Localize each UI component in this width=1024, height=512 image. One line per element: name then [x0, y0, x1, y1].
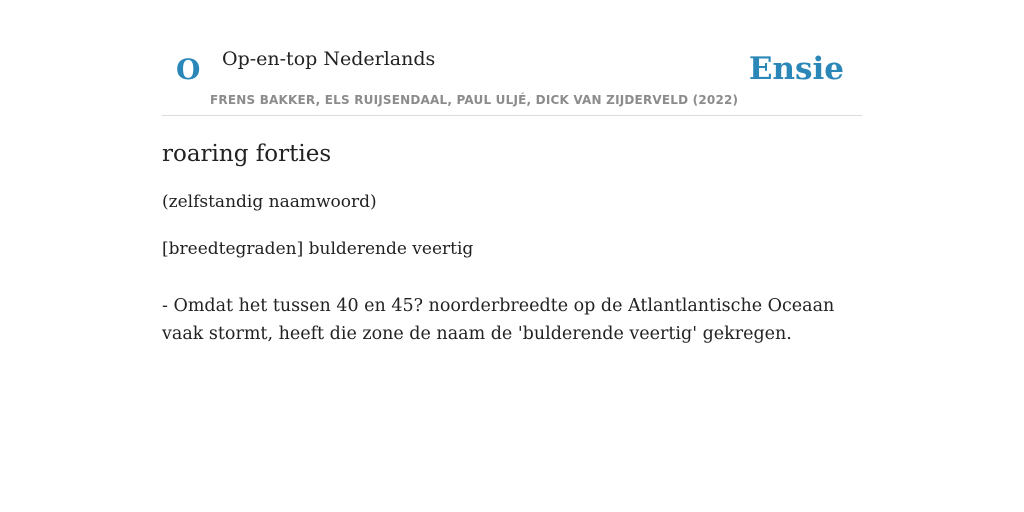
- source-authors: FRENS BAKKER, ELS RUIJSENDAAL, PAUL ULJÉ, DICK VAN ZIJDERVELD (2022): [210, 93, 739, 107]
- source-logo[interactable]: O: [176, 53, 201, 86]
- source-header: [162, 44, 862, 116]
- definition-text: [breedtegraden] bulderende veertig: [162, 239, 474, 259]
- page: [162, 0, 862, 348]
- ensie-logo-link[interactable]: Ensie: [748, 51, 844, 87]
- part-of-speech: (zelfstandig naamwoord): [162, 192, 377, 212]
- entry-content: [162, 116, 862, 348]
- entry-headword: roaring forties: [162, 141, 332, 167]
- example-sentence: - Omdat het tussen 40 en 45? noorderbreedte op de Atlantlantische Oceaan vaak stormt, heeft die zone de naam de 'bulderende veertig' gekregen.: [162, 296, 835, 344]
- source-title-link[interactable]: Op-en-top Nederlands: [222, 48, 436, 70]
